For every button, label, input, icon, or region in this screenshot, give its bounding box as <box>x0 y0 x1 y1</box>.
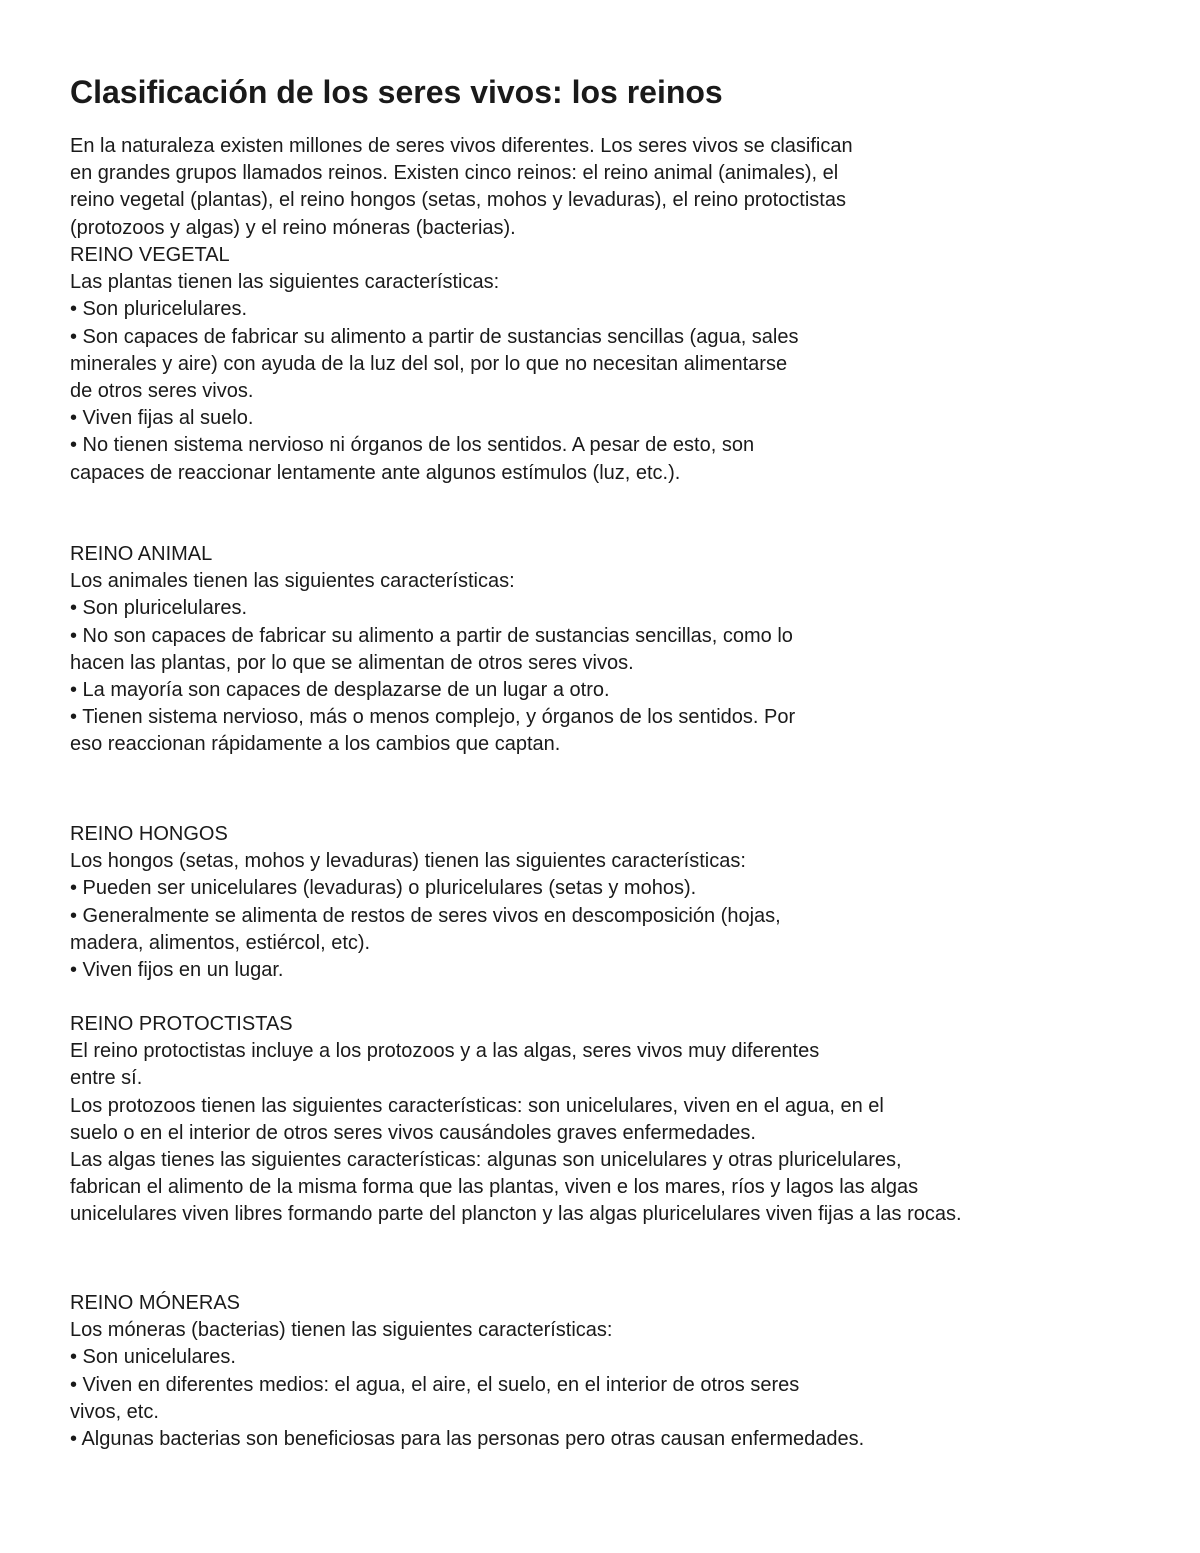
section-line: entre sí. <box>70 1067 143 1090</box>
section-line: vivos, etc. <box>70 1400 159 1423</box>
section-line: madera, alimentos, estiércol, etc). <box>70 931 371 954</box>
section-line: fabrican el alimento de la misma forma que las plantas, viven e los mares, ríos y lagos las algas <box>70 1176 919 1199</box>
section-line: Los hongos (setas, mohos y levaduras) tienen las siguientes características: <box>70 850 746 873</box>
section-line: unicelulares viven libres formando parte del plancton y las algas pluricelulares viven fijas a las rocas. <box>70 1203 962 1226</box>
section-line: eso reaccionan rápidamente a los cambios que captan. <box>70 733 561 756</box>
bullet-item: • Viven en diferentes medios: el agua, el aire, el suelo, en el interior de otros seres <box>70 1373 800 1396</box>
section-line: de otros seres vivos. <box>70 379 254 402</box>
bullet-item: • La mayoría son capaces de desplazarse de un lugar a otro. <box>70 678 610 701</box>
section-line: suelo o en el interior de otros seres vivos causándoles graves enfermedades. <box>70 1121 756 1144</box>
intro-line: En la naturaleza existen millones de seres vivos diferentes. Los seres vivos se clasifican <box>70 135 853 157</box>
section-heading: REINO MÓNERAS <box>70 1292 241 1314</box>
section-heading: REINO PROTOCTISTAS <box>70 1013 293 1035</box>
bullet-item: • Son pluricelulares. <box>70 597 248 620</box>
bullet-item: • Tienen sistema nervioso, más o menos complejo, y órganos de los sentidos. Por <box>70 706 796 729</box>
intro-line: (protozoos y algas) y el reino móneras (bacterias). <box>70 216 516 239</box>
page-title: Clasificación de los seres vivos: los reinos <box>70 74 723 110</box>
section-line: El reino protoctistas incluye a los protozoos y a las algas, seres vivos muy diferentes <box>70 1040 820 1063</box>
bullet-item: • No tienen sistema nervioso ni órganos de los sentidos. A pesar de esto, son <box>70 434 755 457</box>
section-line: capaces de reaccionar lentamente ante algunos estímulos (luz, etc.). <box>70 461 681 484</box>
bullet-item: • Algunas bacterias son beneficiosas para las personas pero otras causan enfermedades. <box>70 1427 865 1450</box>
section-reino-moneras <box>70 1290 864 1453</box>
bullet-item: • Viven fijas al suelo. <box>70 407 254 430</box>
bullet-item: • Viven fijos en un lugar. <box>70 958 284 981</box>
section-line: minerales y aire) con ayuda de la luz del sol, por lo que no necesitan alimentarse <box>70 352 788 375</box>
bullet-item: • Generalmente se alimenta de restos de seres vivos en descomposición (hojas, <box>70 904 781 927</box>
section-line: Los protozoos tienen las siguientes características: son unicelulares, viven en el agua, en el <box>70 1094 884 1117</box>
bullet-item: • Pueden ser unicelulares (levaduras) o pluricelulares (setas y mohos). <box>70 877 697 900</box>
section-reino-animal <box>70 541 795 759</box>
bullet-item: • Son capaces de fabricar su alimento a partir de sustancias sencillas (agua, sales <box>70 325 799 348</box>
bullet-item: • No son capaces de fabricar su alimento a partir de sustancias sencillas, como lo <box>70 624 793 647</box>
section-line: hacen las plantas, por lo que se alimentan de otros seres vivos. <box>70 651 634 674</box>
section-line: Las algas tienes las siguientes características: algunas son unicelulares y otras pluricelulares, <box>70 1148 902 1171</box>
section-heading: REINO ANIMAL <box>70 543 213 565</box>
bullet-item: • Son pluricelulares. <box>70 298 248 321</box>
section-reino-vegetal <box>70 242 799 487</box>
intro-line: en grandes grupos llamados reinos. Existen cinco reinos: el reino animal (animales), el <box>70 162 839 185</box>
section-heading: REINO VEGETAL <box>70 244 230 266</box>
intro-paragraph <box>70 133 853 242</box>
section-line: Las plantas tienen las siguientes características: <box>70 271 500 294</box>
section-line: Los móneras (bacterias) tienen las siguientes características: <box>70 1319 613 1342</box>
section-reino-protoctistas <box>70 1011 962 1229</box>
bullet-item: • Son unicelulares. <box>70 1346 236 1369</box>
section-heading: REINO HONGOS <box>70 823 228 845</box>
section-reino-hongos <box>70 821 781 984</box>
intro-line: reino vegetal (plantas), el reino hongos (setas, mohos y levaduras), el reino protoctistas <box>70 189 846 212</box>
section-line: Los animales tienen las siguientes características: <box>70 570 515 593</box>
